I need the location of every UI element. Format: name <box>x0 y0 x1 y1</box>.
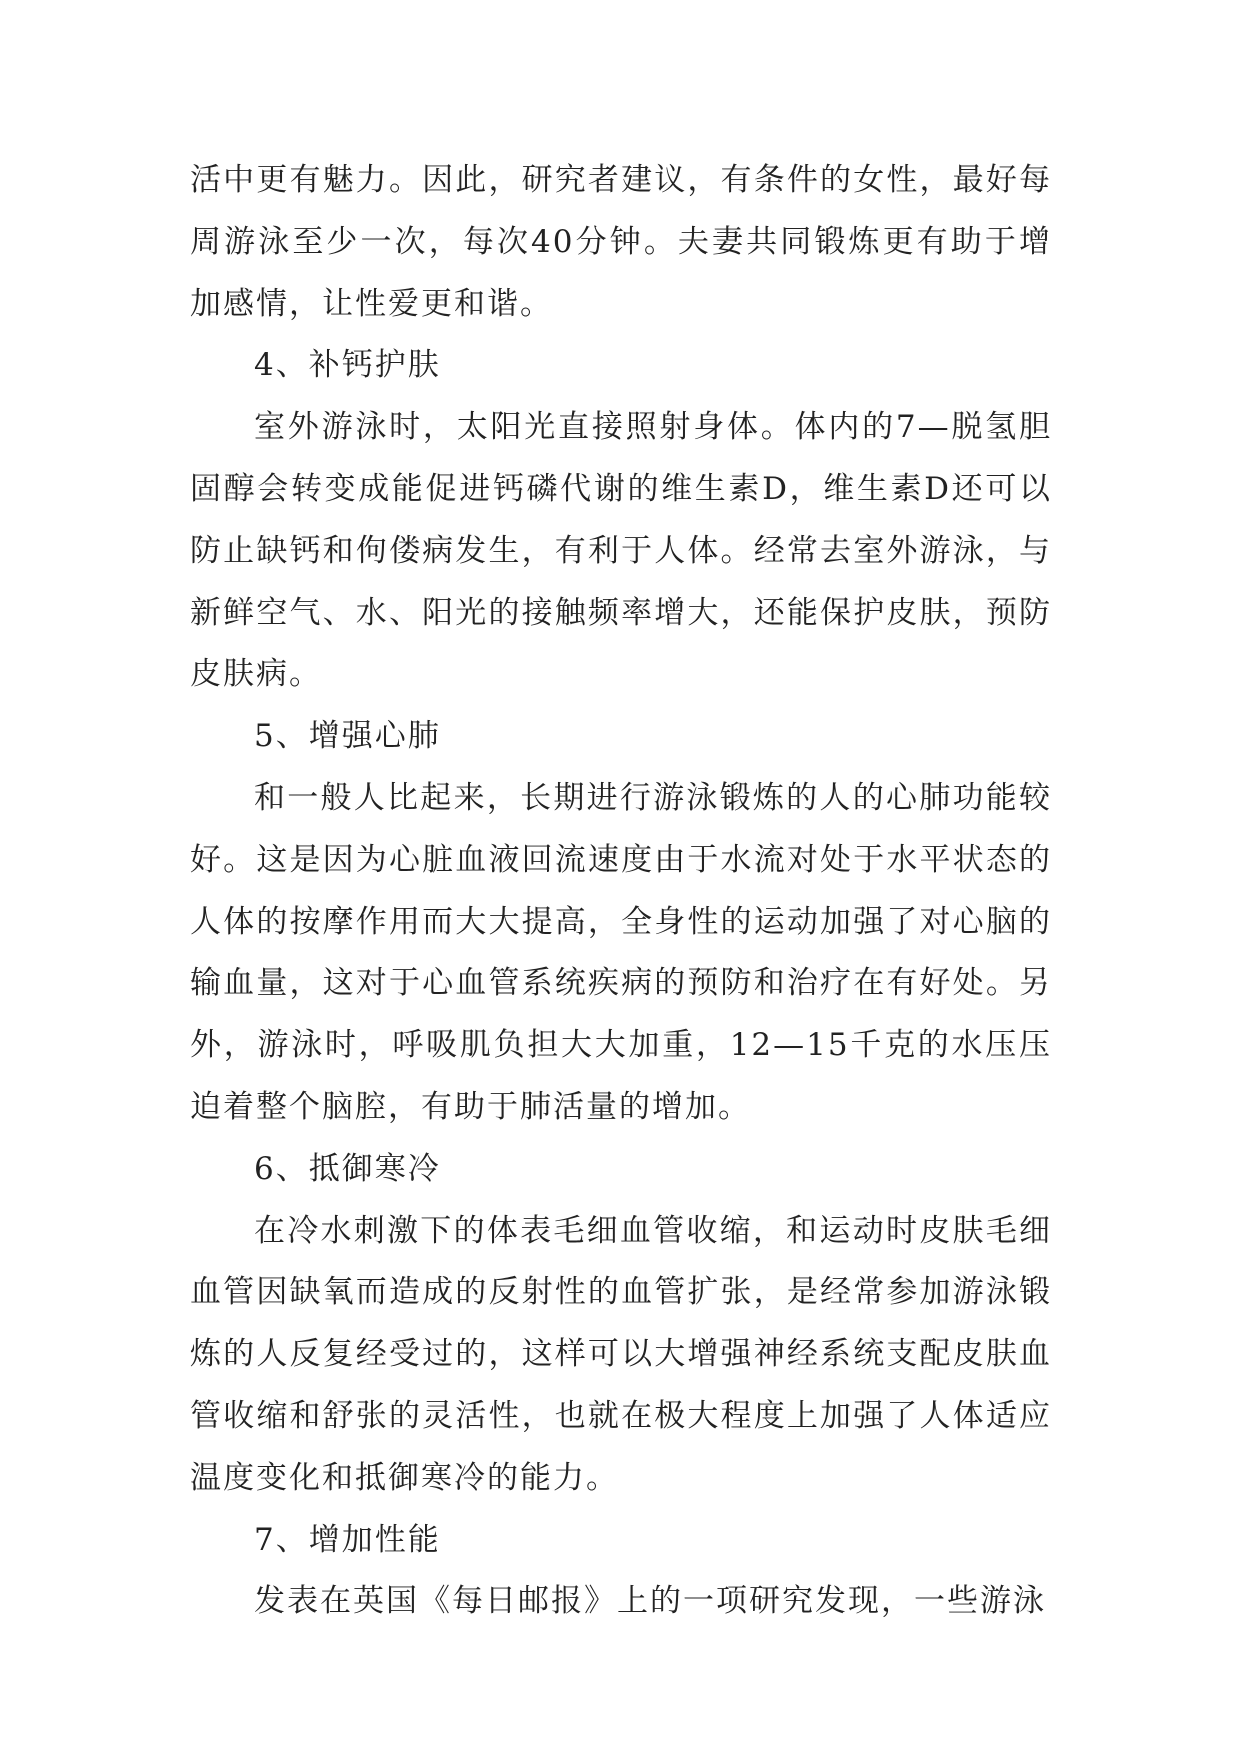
paragraph-calcium-skin: 室外游泳时，太阳光直接照射身体。体内的7—脱氢胆固醇会转变成能促进钙磷代谢的维生素D，维生素D还可以防止缺钙和佝偻病发生，有利于人体。经常去室外游泳，与新鲜空气、水、阳光的接触频率增大，还能保护皮肤，预防皮肤病。 <box>190 409 1052 693</box>
section-heading-6: 6、抵御寒冷 <box>254 1150 441 1187</box>
section-heading-7: 7、增加性能 <box>254 1521 441 1558</box>
paragraph-continued: 活中更有魅力。因此，研究者建议，有条件的女性，最好每周游泳至少一次，每次40分钟。夫妻共同锻炼更有助于增加感情，让性爱更和谐。 <box>190 162 1052 322</box>
paragraph-heart-lung: 和一般人比起来，长期进行游泳锻炼的人的心肺功能较好。这是因为心脏血液回流速度由于水流对处于水平状态的人体的按摩作用而大大提高，全身性的运动加强了对心脑的输血量，这对于心血管系统疾病的预防和治疗在有好处。另外，游泳时，呼吸肌负担大大加重，12—15千克的水压压迫着整个脑腔，有助于肺活量的增加。 <box>190 779 1052 1125</box>
document-body <box>190 150 1052 1633</box>
section-heading-4: 4、补钙护肤 <box>254 347 441 384</box>
paragraph-cold-resistance: 在冷水刺激下的体表毛细血管收缩，和运动时皮肤毛细血管因缺氧而造成的反射性的血管扩张，是经常参加游泳锻炼的人反复经受过的，这样可以大增强神经系统支配皮肤血管收缩和舒张的灵活性，也就在极大程度上加强了人体适应温度变化和抵御寒冷的能力。 <box>190 1212 1052 1496</box>
section-heading-5: 5、增强心肺 <box>254 718 441 755</box>
paragraph-performance: 发表在英国《每日邮报》上的一项研究发现，一些游泳 <box>254 1583 1046 1620</box>
